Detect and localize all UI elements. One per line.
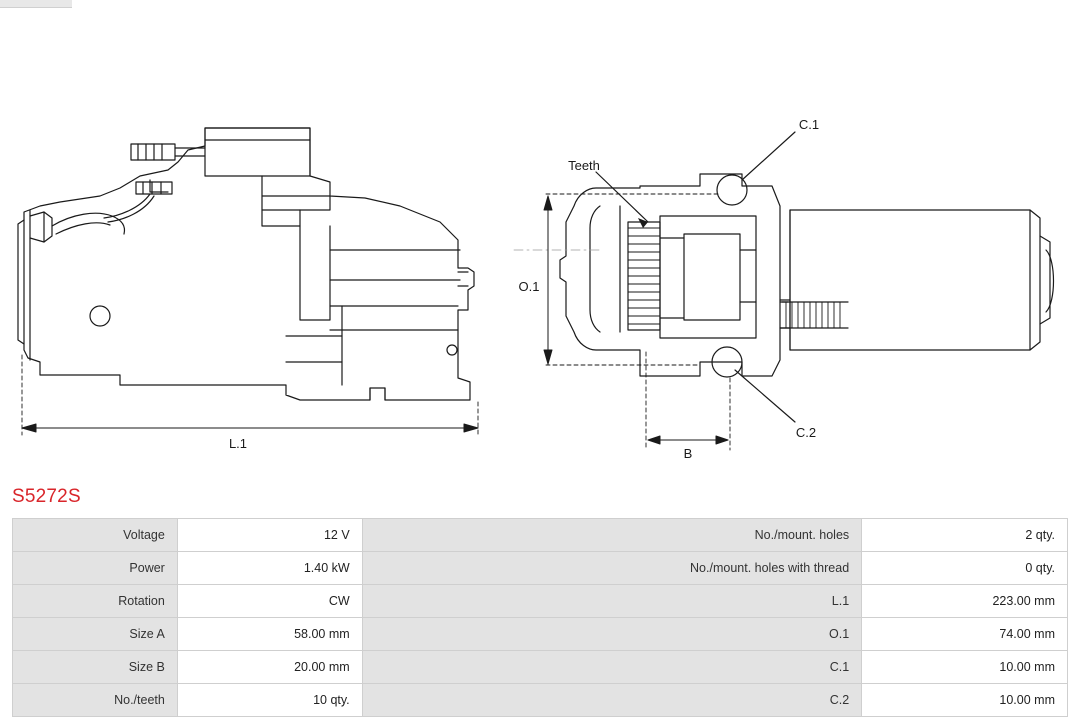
spec-value: 10.00 mm bbox=[862, 684, 1068, 717]
part-number-heading: S5272S bbox=[12, 486, 81, 507]
spec-label: No./mount. holes bbox=[362, 519, 861, 552]
table-row bbox=[13, 684, 1068, 717]
spec-value: 223.00 mm bbox=[862, 585, 1068, 618]
spec-value: 0 qty. bbox=[862, 552, 1068, 585]
spec-label: Voltage bbox=[13, 519, 178, 552]
callout-label-c1: C.1 bbox=[798, 117, 820, 132]
spec-label: C.1 bbox=[362, 651, 861, 684]
spec-value: 74.00 mm bbox=[862, 618, 1068, 651]
table-row bbox=[13, 552, 1068, 585]
spec-value: 58.00 mm bbox=[177, 618, 362, 651]
spec-label: No./teeth bbox=[13, 684, 178, 717]
table-row bbox=[13, 519, 1068, 552]
spec-label: C.2 bbox=[362, 684, 861, 717]
specifications-table bbox=[12, 518, 1068, 717]
dimension-label-l1: L.1 bbox=[228, 436, 248, 451]
spec-label: O.1 bbox=[362, 618, 861, 651]
table-row bbox=[13, 618, 1068, 651]
spec-value: 12 V bbox=[177, 519, 362, 552]
callout-label-teeth: Teeth bbox=[568, 158, 600, 173]
table-row bbox=[13, 651, 1068, 684]
dimension-label-o1: O.1 bbox=[518, 279, 540, 294]
starter-technical-drawing bbox=[0, 10, 1080, 480]
top-strip bbox=[0, 0, 72, 8]
spec-value: 2 qty. bbox=[862, 519, 1068, 552]
spec-label: No./mount. holes with thread bbox=[362, 552, 861, 585]
spec-value: 10.00 mm bbox=[862, 651, 1068, 684]
callout-label-c2: C.2 bbox=[795, 425, 817, 440]
dimension-label-b: B bbox=[683, 446, 693, 461]
spec-value: 10 qty. bbox=[177, 684, 362, 717]
spec-label: Size B bbox=[13, 651, 178, 684]
spec-value: 20.00 mm bbox=[177, 651, 362, 684]
spec-label: L.1 bbox=[362, 585, 861, 618]
spec-value: CW bbox=[177, 585, 362, 618]
spec-value: 1.40 kW bbox=[177, 552, 362, 585]
spec-label: Size A bbox=[13, 618, 178, 651]
spec-label: Power bbox=[13, 552, 178, 585]
spec-label: Rotation bbox=[13, 585, 178, 618]
table-row bbox=[13, 585, 1068, 618]
